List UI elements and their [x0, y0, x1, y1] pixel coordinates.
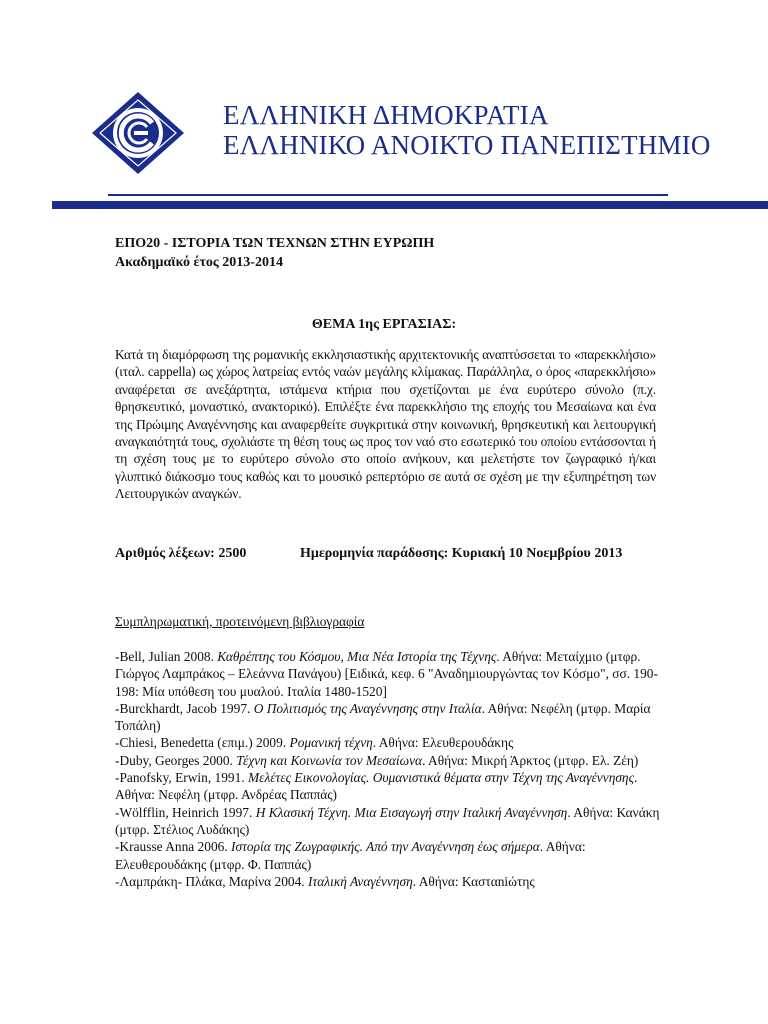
country-title: ΕΛΛΗΝΙΚΗ ΔΗΜΟΚΡΑΤΙΑ [223, 100, 549, 130]
assignment-meta [115, 546, 623, 562]
institution-header [223, 100, 711, 160]
bibliography-item: -Duby, Georges 2000. Τέχνη και Κοινωνία τον Μεσαίωνα. Αθήνα: Μικρή Άρκτος (μτφρ. Ελ. Ζέη) [115, 752, 639, 768]
bibliography-item: -Wölfflin, Heinrich 1997. Η Κλασική Τέχνη. Μια Εισαγωγή στην Ιταλική Αναγέννηση. Αθήνα: Κανάκη (μτφρ. Στέλιος Λυδάκης) [115, 804, 660, 837]
bibliography-item: -Chiesi, Benedetta (επιμ.) 2009. Ρομανική τέχνη. Αθήνα: Ελευθερουδάκης [115, 735, 514, 751]
course-info [115, 234, 434, 272]
academic-year: Ακαδημαϊκό έτος 2013-2014 [115, 255, 283, 270]
assignment-text: Κατά τη διαμόρφωση της ρομανικής εκκλησιαστικής αρχιτεκτονικής αναπτύσσεται το «παρεκκλήσιο» (ιταλ. cappella) ως χώρος λατρείας εντός ναών μεγάλης κλίμακας. Παράλληλα, ο όρος «παρεκκλήσιο» αναφέρεται σε ανεξάρτητα, ιστάμενα κτήρια που σχετίζονται με ένα ευρύτερο σύνολο (π.χ. θρησκευτικό, μοναστικό, ανακτορικό). Επιλέξτε ένα παρεκκλήσιο της εποχής του Μεσαίωνα και ένα της Πρώιμης Αναγέννησης και αναφερθείτε συγκριτικά στην κοινωνική, θρησκευτική και λειτουργική αναγκαιότητά τους, σχολιάστε τη θέση τους ως προς τον ναό στο εσωτερικό του οποίου εντάσσονται ή τη σχέση τους με το ευρύτερο σύνολο στο οποίο ανήκουν, και μελετήστε τον ζωγραφικό ή/και γλυπτικό διάκοσμο τους καθώς και το μουσικό ρεπερτόριο σε αυτά σε σχέση με την εξυπηρέτηση των Λειτουργικών αναγκών. [115, 347, 656, 502]
header-rule-thick [52, 201, 768, 209]
bibliography-list [115, 648, 675, 890]
bibliography-title: Συμπληρωματική, προτεινόμενη βιβλιογραφία [115, 614, 365, 629]
bibliography-item: -Panofsky, Erwin, 1991. Μελέτες Εικονολογίας. Ουμανιστικά θέματα στην Τέχνη της Αναγέννησης. Αθήνα: Νεφέλη (μτφρ. Ανδρέας Παππάς) [115, 770, 638, 803]
word-count: Αριθμός λέξεων: 2500 [115, 546, 247, 561]
bibliography-item: -Krausse Anna 2006. Ιστορία της Ζωγραφικής. Από την Αναγέννηση έως σήμερα. Αθήνα: Ελευθερουδάκης (μτφρ. Φ. Παππάς) [115, 839, 586, 872]
deadline: Ημερομηνία παράδοσης: Κυριακή 10 Νοεμβρίου 2013 [300, 546, 623, 561]
course-title: ΕΠΟ20 - ΙΣΤΟΡΙΑ ΤΩΝ ΤΕΧΝΩΝ ΣΤΗΝ ΕΥΡΩΠΗ [115, 236, 435, 251]
university-title: ΕΛΛΗΝΙΚΟ ΑΝΟΙΚΤΟ ΠΑΝΕΠΙΣΤΗΜΙΟ [223, 130, 711, 160]
bibliography-item: -Burckhardt, Jacob 1997. Ο Πολιτισμός της Αναγέννησης στην Ιταλία. Αθήνα: Νεφέλη (μτφρ. Μαρία Τοπάλη) [115, 700, 651, 734]
bibliography-item: -Bell, Julian 2008. Καθρέπτης του Κόσμου, Μια Νέα Ιστορία της Τέχνης. Αθήνα: Μεταίχμιο (μτφρ. Γιώργος Λαμπράκος – Ελεάννα Πανάγου) [Ειδικά, κεφ. 6 "Αναδημιουργώντας τον Κόσμο", σσ. 190-198: Μία υπόθεση του μυαλού. Ιταλία 1480-1520] [115, 649, 658, 699]
university-logo [90, 90, 186, 176]
topic-heading: ΘΕΜΑ 1ης ΕΡΓΑΣΙΑΣ: [311, 317, 457, 332]
header-rule-thin [108, 194, 668, 196]
bibliography-item: -Λαμπράκη- Πλάκα, Μαρίνα 2004. Ιταλική Αναγέννηση. Αθήνα: Κασταniώτης [115, 873, 535, 889]
